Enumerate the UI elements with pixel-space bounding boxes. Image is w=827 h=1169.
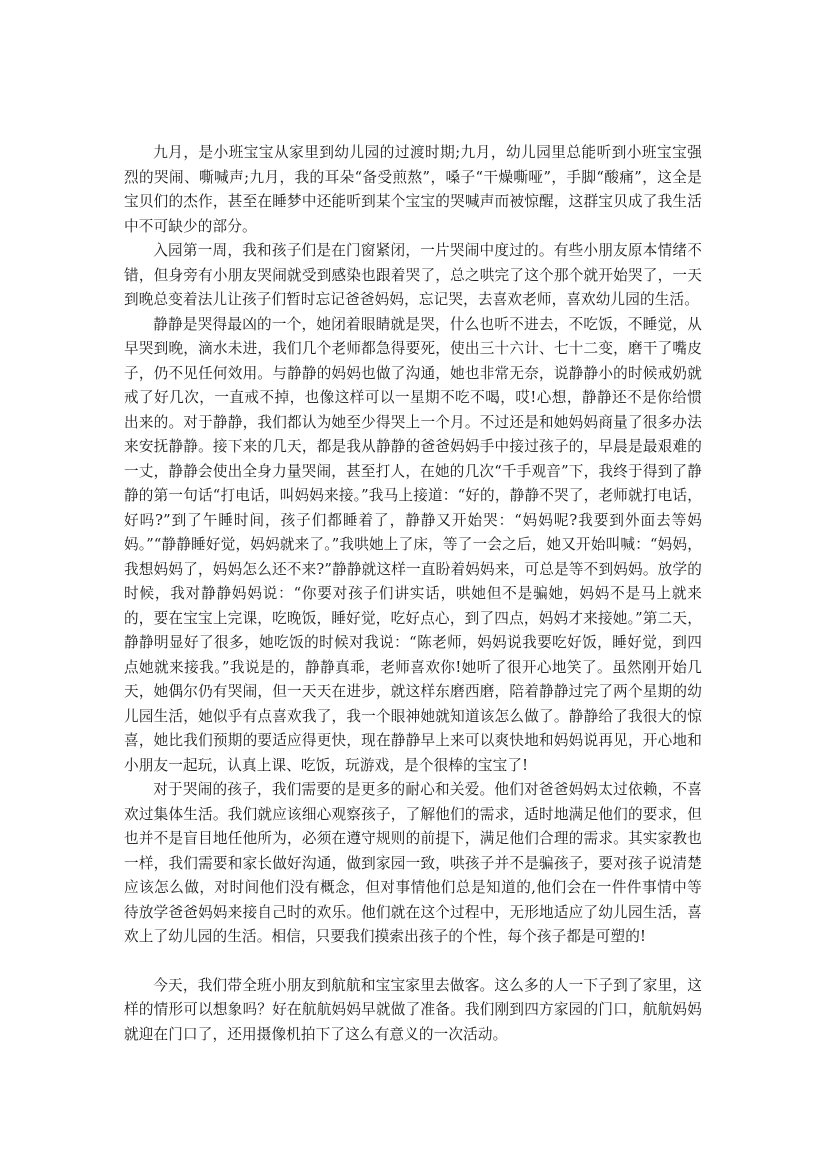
document-page bbox=[124, 141, 702, 1047]
paragraph: 九月，是小班宝宝从家里到幼儿园的过渡时期;九月，幼儿园里总能听到小班宝宝强烈的哭闹、嘶喊声;九月，我的耳朵“备受煎熬”，嗓子“干燥嘶哑”，手脚“酸痛”，这全是宝贝们的杰作，甚至在睡梦中还能听到某个宝宝的哭喊声而被惊醒，这群宝贝成了我生活中不可缺少的部分。 bbox=[124, 144, 702, 235]
paragraph: 入园第一周，我和孩子们是在门窗紧闭，一片哭闹中度过的。有些小朋友原本情绪不错，但身旁有小朋友哭闹就受到感染也跟着哭了，总之哄完了这个那个就开始哭了，一天到晚总变着法儿让孩子们暂时忘记爸爸妈妈，忘记哭，去喜欢老师，喜欢幼儿园的生活。 bbox=[124, 242, 702, 308]
paragraph: 今天，我们带全班小朋友到航航和宝宝家里去做客。这么多的人一下子到了家里，这样的情形可以想象吗？好在航航妈妈早就做了准备。我们刚到四方家园的门口，航航妈妈就迎在门口了，还用摄像机拍下了这么有意义的一次活动。 bbox=[124, 976, 702, 1043]
paragraph: 对于哭闹的孩子，我们需要的是更多的耐心和关爱。他们对爸爸妈妈太过依赖，不喜欢过集体生活。我们就应该细心观察孩子，了解他们的需求，适时地满足他们的要求，但也并不是盲目地任他所为，必须在遵守规则的前提下，满足他们合理的需求。其实家教也一样，我们需要和家长做好沟通，做到家园一致，哄孩子并不是骗孩子，要对孩子说清楚应该怎么做，对时间他们没有概念，但对事情他们总是知道的,他们会在一件件事情中等待放学爸爸妈妈来接自己时的欢乐。他们就在这个过程中，无形地适应了幼儿园生活，喜欢上了幼儿园的生活。相信，只要我们摸索出孩子的个性，每个孩子都是可塑的! bbox=[124, 781, 702, 945]
paragraph: 静静是哭得最凶的一个，她闭着眼睛就是哭，什么也听不进去，不吃饭，不睡觉，从早哭到晚，滴水未进，我们几个老师都急得要死，使出三十六计、七十二变，磨干了嘴皮子，仍不见任何效用。与静静的妈妈也做了沟通，她也非常无奈，说静静小的时候戒奶就戒了好几次，一直戒不掉，也像这样可以一星期不吃不喝，哎!心想，静静还不是你给惯出来的。对于静静，我们都认为她至少得哭上一个月。不过还是和她妈妈商量了很多办法来安抚静静。接下来的几天，都是我从静静的爸爸妈妈手中接过孩子的，早晨是最艰难的一丈，静静会使出全身力量哭闹，甚至打人，在她的几次“千手观音”下，我终于得到了静静的第一句话“打电话，叫妈妈来接。”我马上接道：“好的，静静不哭了，老师就打电话，好吗?”到了午睡时间，孩子们都睡着了，静静又开始哭：“妈妈呢?我要到外面去等妈妈。”“静静睡好觉，妈妈就来了。”我哄她上了床，等了一会之后，她又开始叫喊：“妈妈，我想妈妈了，妈妈怎么还不来?”静静就这样一直盼着妈妈来，可总是等不到妈妈。放学的时候，我对静静妈妈说：“你要对孩子们讲实话，哄她但不是骗她，妈妈不是马上就来的，要在宝宝上完课，吃晚饭，睡好觉，吃好点心，到了四点，妈妈才来接她。”第二天，静静明显好了很多，她吃饭的时候对我说：“陈老师，妈妈说我要吃好饭，睡好觉，到四点她就来接我。”我说是的，静静真乖，老师喜欢你!她听了很开心地笑了。虽然刚开始几天，她偶尔仍有哭闹，但一天天在进步，就这样东磨西磨，陪着静静过完了两个星期的幼儿园生活，她似乎有点喜欢我了，我一个眼神她就知道该怎么做了。静静给了我很大的惊喜，她比我们预期的要适应得更快，现在静静早上来可以爽快地和妈妈说再见，开心地和小朋友一起玩，认真上课、吃饭，玩游戏，是个很棒的宝宝了! bbox=[124, 315, 702, 774]
paragraph-spacer bbox=[124, 950, 702, 974]
